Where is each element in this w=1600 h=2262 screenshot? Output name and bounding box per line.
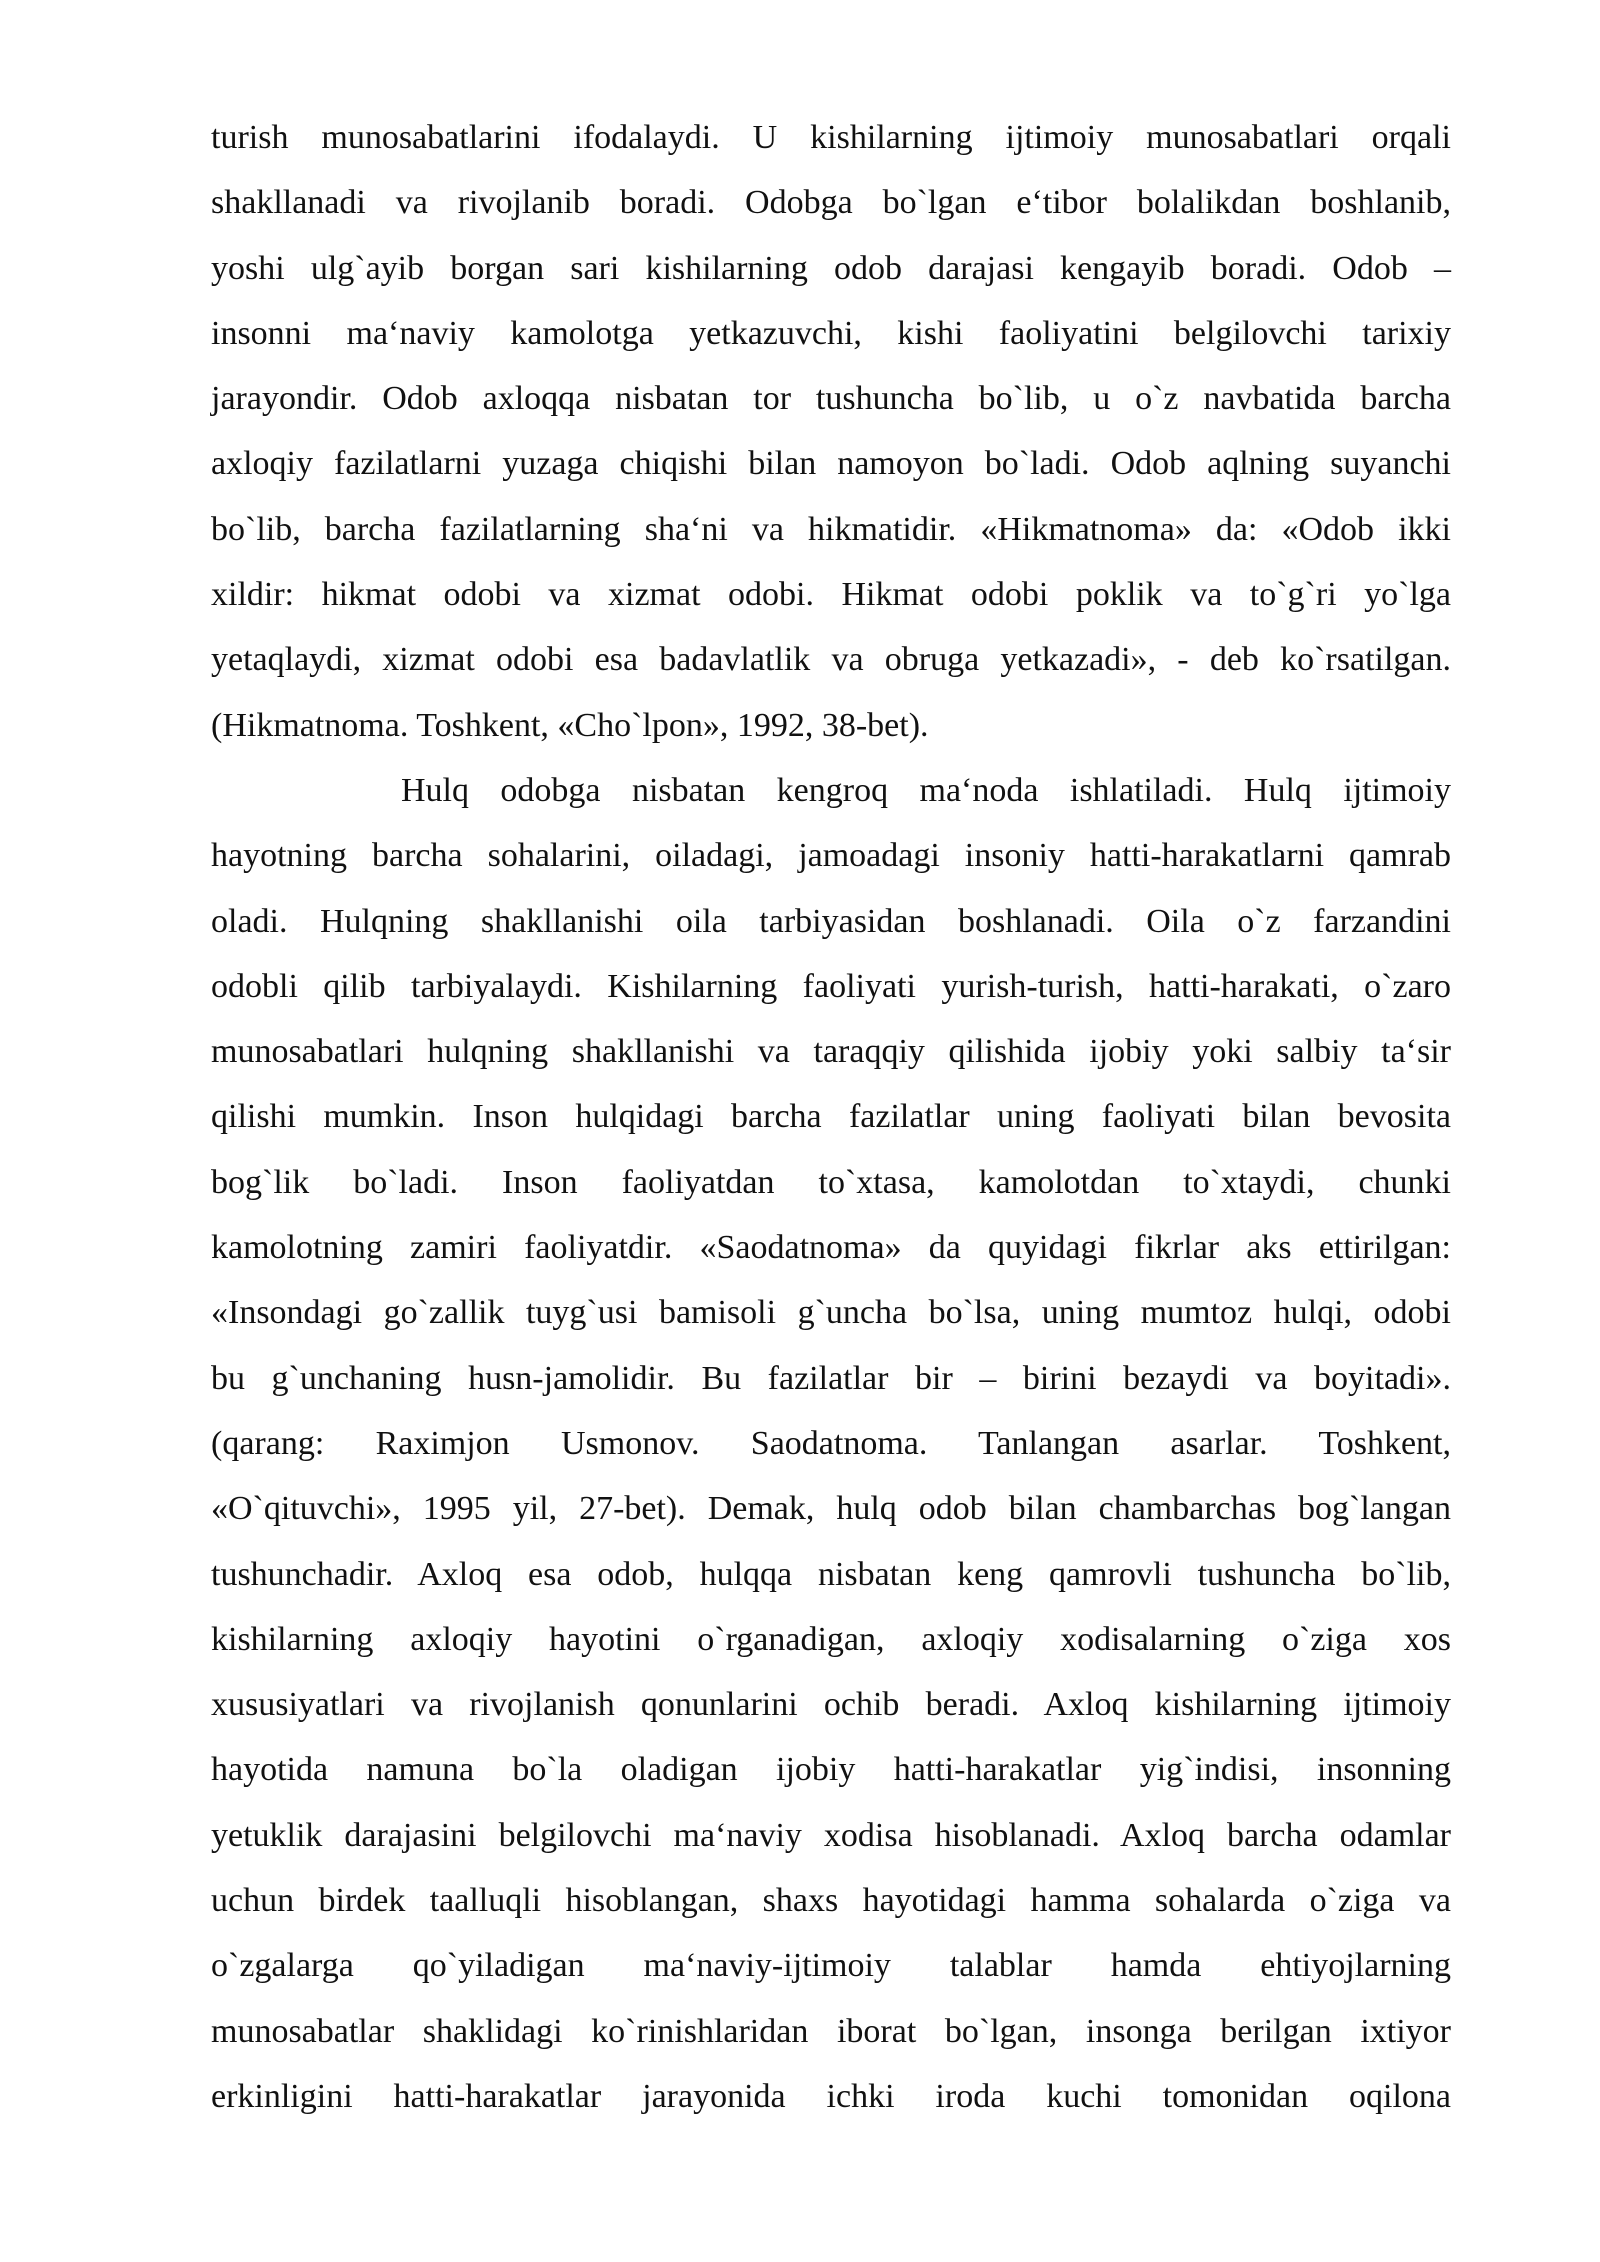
text-line: «Insondagi go`zallik tuyg`usi bamisoli g`uncha bo`lsa, uning mumtoz hulqi, odobi [211, 1294, 1451, 1332]
text-line: kamolotning zamiri faoliyatdir. «Saodatnoma» da quyidagi fikrlar aks ettirilgan: [211, 1229, 1451, 1267]
text-line: xildir: hikmat odobi va xizmat odobi. Hikmat odobi poklik va to`g`ri yo`lga [211, 576, 1451, 614]
text-line: erkinligini hatti-harakatlar jarayonida ichki iroda kuchi tomonidan oqilona [211, 2077, 1451, 2115]
text-line: uchun birdek taalluqli hisoblangan, shaxs hayotidagi hamma sohalarda o`ziga va [211, 1882, 1451, 1920]
text-line: bu g`unchaning husn-jamolidir. Bu fazilatlar bir – birini bezaydi va boyitadi». [211, 1359, 1451, 1397]
text-line: tushunchadir. Axloq esa odob, hulqqa nisbatan keng qamrovli tushuncha bo`lib, [211, 1555, 1451, 1593]
text-line: (qarang: Raximjon Usmonov. Saodatnoma. Tanlangan asarlar. Toshkent, [211, 1424, 1451, 1462]
text-line: yetuklik darajasini belgilovchi ma‘naviy xodisa hisoblanadi. Axloq barcha odamlar [211, 1816, 1451, 1854]
text-line: o`zgalarga qo`yiladigan ma‘naviy-ijtimoiy talablar hamda ehtiyojlarning [211, 1947, 1451, 1985]
text-line: «O`qituvchi», 1995 yil, 27-bet). Demak, hulq odob bilan chambarchas bog`langan [211, 1490, 1451, 1528]
text-line: bo`lib, barcha fazilatlarning sha‘ni va hikmatidir. «Hikmatnoma» da: «Odob ikki [211, 510, 1451, 548]
text-line: bog`lik bo`ladi. Inson faoliyatdan to`xtasa, kamolotdan to`xtaydi, chunki [211, 1163, 1451, 1201]
body-text [211, 108, 1451, 2132]
text-line: qilishi mumkin. Inson hulqidagi barcha fazilatlar uning faoliyati bilan bevosita [211, 1098, 1451, 1136]
text-line: xususiyatlari va rivojlanish qonunlarini ochib beradi. Axloq kishilarning ijtimoiy [211, 1686, 1451, 1724]
text-line: axloqiy fazilatlarni yuzaga chiqishi bilan namoyon bo`ladi. Odob aqlning suyanchi [211, 445, 1451, 483]
text-line: munosabatlar shaklidagi ko`rinishlaridan iborat bo`lgan, insonga berilgan ixtiyor [211, 2012, 1451, 2050]
text-line: odobli qilib tarbiyalaydi. Kishilarning faoliyati yurish-turish, hatti-harakati, o`zaro [211, 967, 1451, 1005]
text-line: turish munosabatlarini ifodalaydi. U kishilarning ijtimoiy munosabatlari orqali [211, 119, 1451, 156]
text-line: yetaqlaydi, xizmat odobi esa badavlatlik va obruga yetkazadi», - deb ko`rsatilgan. [211, 641, 1451, 679]
text-line: oladi. Hulqning shakllanishi oila tarbiyasidan boshlanadi. Oila o`z farzandini [211, 902, 1451, 940]
text-line: shakllanadi va rivojlanib boradi. Odobga bo`lgan e‘tibor bolalikdan boshlanib, [211, 184, 1451, 222]
text-line-paragraph-start: Hulq odobga nisbatan kengroq ma‘noda ishlatiladi. Hulq ijtimoiy [401, 771, 1451, 809]
text-line: munosabatlari hulqning shakllanishi va taraqqiy qilishida ijobiy yoki salbiy ta‘sir [211, 1033, 1451, 1071]
text-line-paragraph-end: (Hikmatnoma. Toshkent, «Cho`lpon», 1992, 38-bet). [211, 706, 929, 744]
text-line: yoshi ulg`ayib borgan sari kishilarning odob darajasi kengayib boradi. Odob – [211, 249, 1451, 287]
text-line: insonni ma‘naviy kamolotga yetkazuvchi, kishi faoliyatini belgilovchi tarixiy [211, 314, 1451, 352]
text-line: kishilarning axloqiy hayotini o`rganadigan, axloqiy xodisalarning o`ziga xos [211, 1620, 1451, 1658]
text-line: hayotida namuna bo`la oladigan ijobiy hatti-harakatlar yig`indisi, insonning [211, 1751, 1451, 1789]
text-line: hayotning barcha sohalarini, oiladagi, jamoadagi insoniy hatti-harakatlarni qamrab [211, 837, 1451, 875]
text-line: jarayondir. Odob axloqqa nisbatan tor tushuncha bo`lib, u o`z navbatida barcha [211, 380, 1451, 418]
